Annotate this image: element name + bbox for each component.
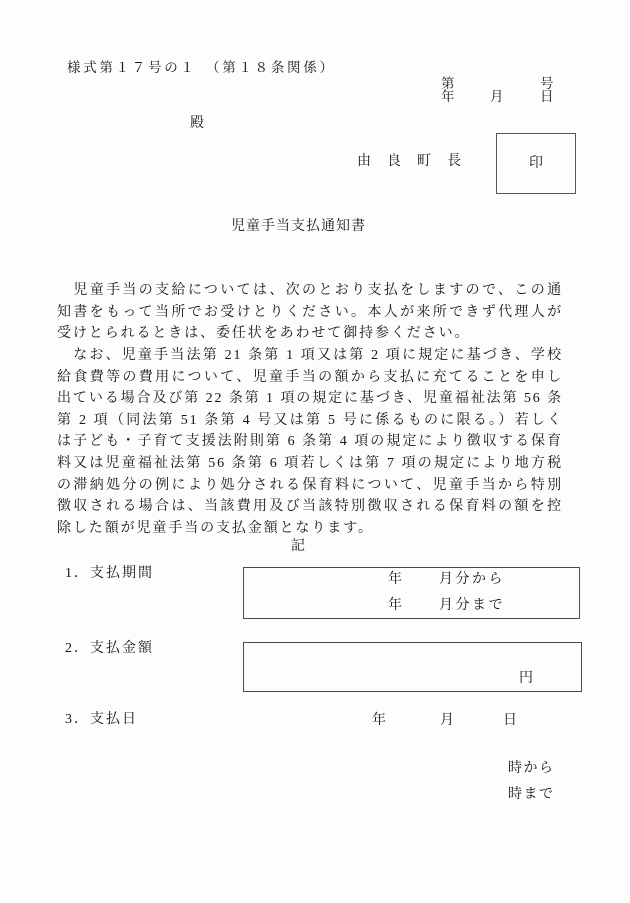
payment-amount-label: 2．支払金額 xyxy=(65,641,154,656)
issue-date-day-label: 日 xyxy=(540,89,554,104)
notes-heading: 記 xyxy=(291,539,306,554)
paragraph-line: 受けとられるときは、委任状をあわせて御持参ください。 xyxy=(57,326,471,342)
payday-month-label: 月 xyxy=(440,713,454,728)
seal-label: 印 xyxy=(529,155,543,171)
payday-day-label: 日 xyxy=(503,713,517,728)
period-to-year-label: 年 xyxy=(388,598,402,613)
payday-year-label: 年 xyxy=(372,713,386,728)
paragraph-line: なお、児童手当法第 21 条第 1 項又は第 2 項に規定に基づき、学校 xyxy=(57,348,563,363)
paragraph-line: 第 2 項（同法第 51 条第 4 号又は第 5 号に係るものに限る。）若しく xyxy=(57,412,563,428)
paragraph-line: 出ている場合及び第 22 条第 1 項の規定に基づき、児童福祉法第 56 条 xyxy=(57,391,563,407)
payment-day-label: 3．支払日 xyxy=(65,712,138,727)
intro-paragraph xyxy=(57,280,563,345)
issue-date-month-label: 月 xyxy=(490,89,504,104)
payment-amount-box xyxy=(243,642,582,692)
period-from-year-label: 年 xyxy=(388,572,402,587)
period-to-suffix-label: 月分まで xyxy=(439,598,505,613)
issue-number-suffix-label: 号 xyxy=(540,76,554,91)
document-title: 児童手当支払通知書 xyxy=(231,219,366,234)
legal-paragraph xyxy=(57,345,563,539)
paragraph-line: 児童手当の支給については、次のとおり支払をしますので、この通 xyxy=(57,283,563,298)
time-to-label: 時まで xyxy=(508,787,555,802)
payment-period-label: 1．支払期間 xyxy=(65,566,154,581)
addressee-honorific: 殿 xyxy=(190,116,204,131)
paragraph-line: 除した額が児童手当の支払金額となります。 xyxy=(57,520,374,536)
paragraph-line: 給食費等の費用について、児童手当の額から支払に充てることを申し xyxy=(57,369,563,385)
yen-unit-label: 円 xyxy=(519,671,533,686)
seal-box xyxy=(496,133,576,194)
issue-date-year-label: 年 xyxy=(441,89,455,104)
paragraph-line: 知書をもって当所でお受けとりください。本人が来所できず代理人が xyxy=(57,304,563,320)
issue-number-prefix-label: 第 xyxy=(441,76,455,91)
form-number: 様式第１７号の１ （第１８条関係） xyxy=(67,60,336,75)
issuer-title: 由良町長 xyxy=(357,154,477,169)
payment-period-box xyxy=(243,567,580,619)
time-from-label: 時から xyxy=(508,761,555,776)
paragraph-line: は子ども・子育て支援法附則第 6 条第 4 項の規定により徴収する保育 xyxy=(57,434,563,450)
paragraph-line: 料又は児童福祉法第 56 条第 6 項若しくは第 7 項の規定により地方税 xyxy=(57,455,563,471)
period-from-suffix-label: 月分から xyxy=(439,572,505,587)
paragraph-line: の滞納処分の例により処分される保育料について、児童手当から特別 xyxy=(57,477,563,493)
paragraph-line: 徴収される場合は、当該費用及び当該特別徴収される保育料の額を控 xyxy=(57,499,563,515)
